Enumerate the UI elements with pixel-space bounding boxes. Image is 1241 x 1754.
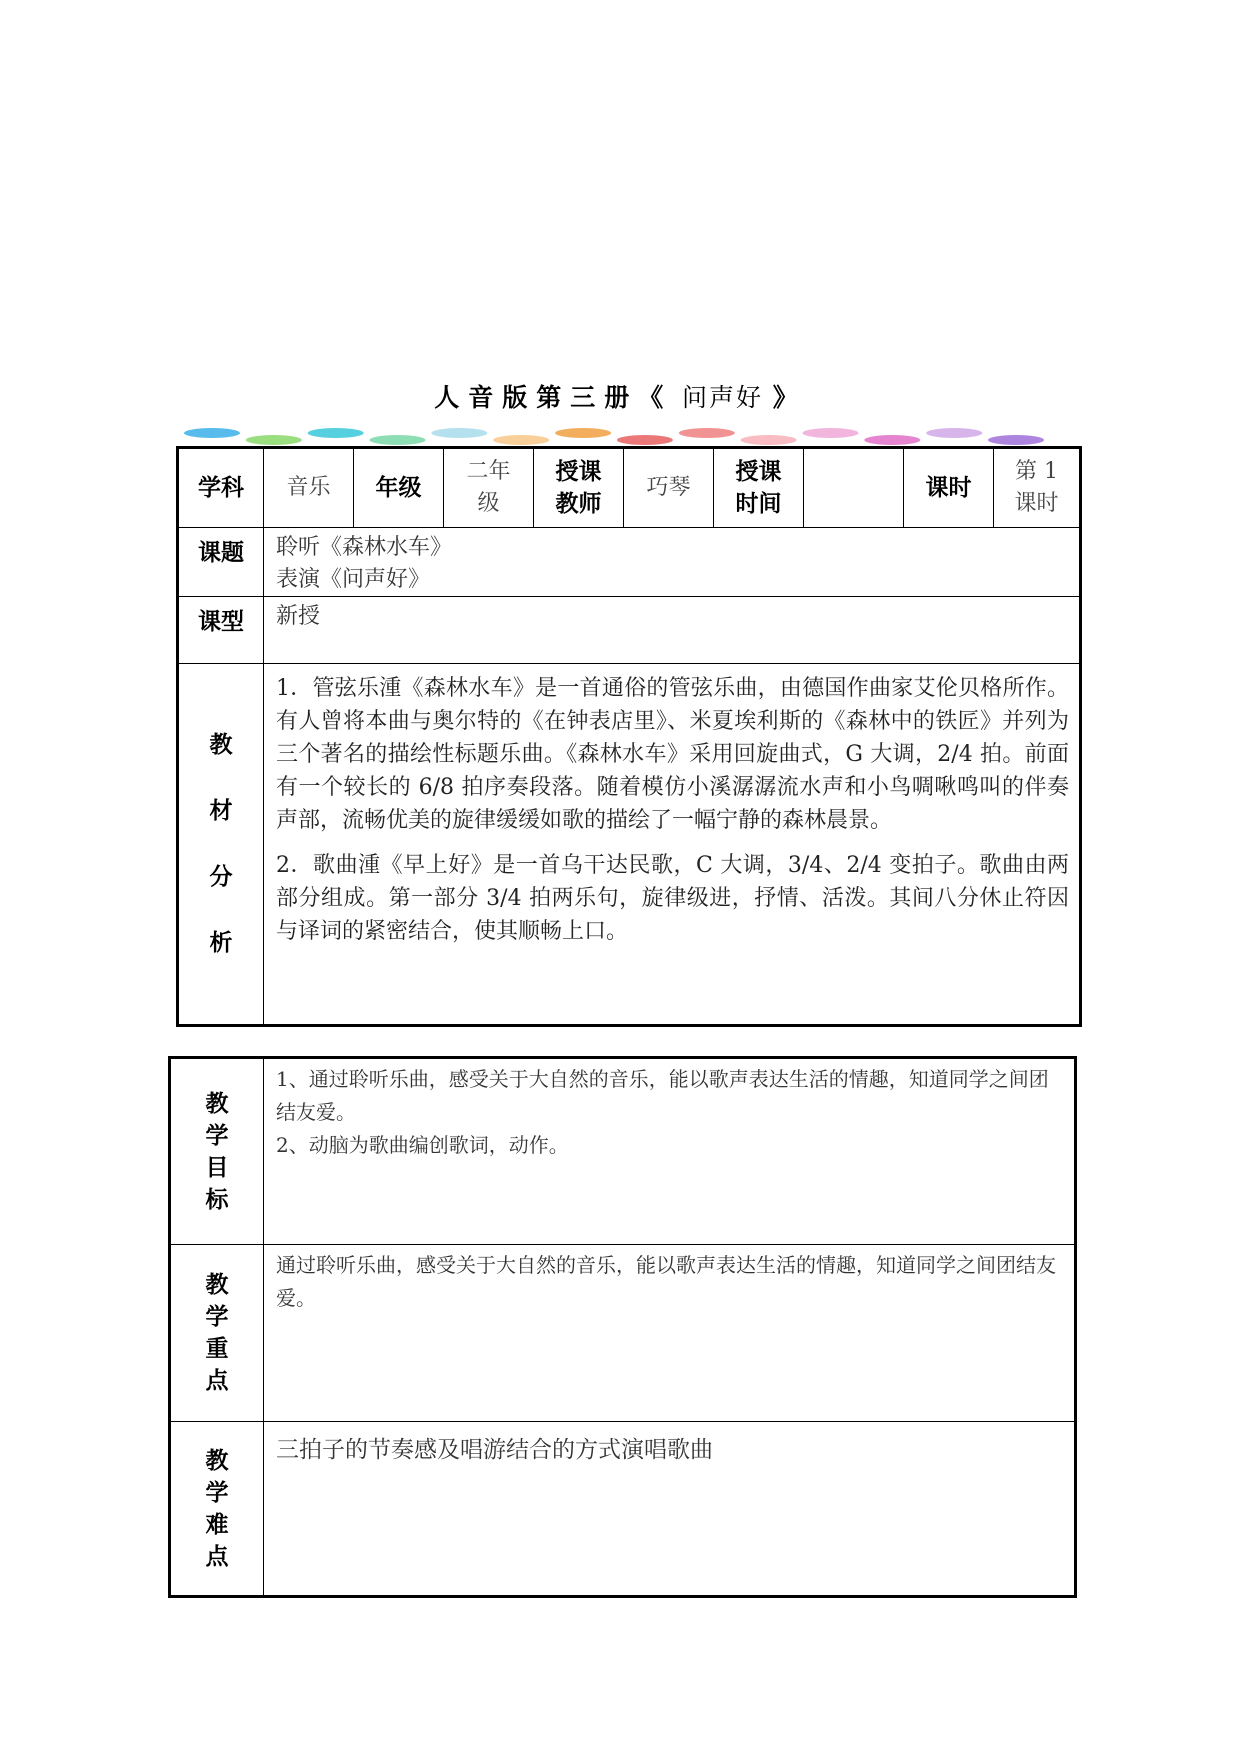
decoration-dot bbox=[308, 428, 364, 438]
lesson-info-table bbox=[176, 446, 1082, 1027]
subject-label: 学科 bbox=[178, 448, 264, 528]
period-label: 课时 bbox=[904, 448, 994, 528]
decoration-dot bbox=[679, 428, 735, 438]
difficulties-text: 三拍子的节奏感及唱游结合的方式演唱歌曲 bbox=[264, 1422, 1076, 1597]
decoration-dot bbox=[555, 428, 611, 438]
decoration-dot bbox=[184, 428, 240, 438]
decoration-dot bbox=[246, 435, 302, 445]
title-close: 》 bbox=[772, 383, 807, 412]
decoration-dot bbox=[370, 435, 426, 445]
time-label: 授课 时间 bbox=[714, 448, 804, 528]
analysis-label: 教 材 分 析 bbox=[178, 664, 264, 1026]
grade-value: 二年 级 bbox=[444, 448, 534, 528]
difficulties-label: 教 学 难 点 bbox=[170, 1422, 264, 1597]
decoration-dot bbox=[864, 435, 920, 445]
decoration-dot bbox=[803, 428, 859, 438]
topic-label: 课题 bbox=[178, 528, 264, 597]
analysis-paragraph-1: 1．管弦乐湩《森林水车》是一首通俗的管弦乐曲，由德国作曲家艾伦贝格所作。有人曾将本曲与奥尔特的《在钟表店里》、米夏埃利斯的《森林中的铁匠》并列为三个著名的描绘性标题乐曲。《森林水车》采用回旋曲式，G 大调，2/4 拍。前面有一个较长的 6/8 拍序奏段落。随着模仿小溪潺潺流水声和小鸟啁啾鸣叫的伴奏声部，流畅优美的旋律缓缓如歌的描绘了一幅宁静的森林晨景。 bbox=[276, 676, 1069, 833]
page-title bbox=[0, 378, 1241, 422]
goal-item: 1、通过聆听乐曲，感受关于大自然的音乐，能以歌声表达生活的情趣，知道同学之间团结友爱。 bbox=[276, 1067, 1049, 1124]
grade-label: 年级 bbox=[354, 448, 444, 528]
analysis-paragraph-2: 2．歌曲湩《早上好》是一首乌干达民歌，C 大调，3/4、2/4 变拍子。歌曲由两部分组成。第一部分 3/4 拍两乐句，旋律级进，抒情、活泼。其间八分休止符因与译词的紧密结合，使其顺畅上口。 bbox=[276, 853, 1069, 944]
topic-value: 聆听《森林水车》 表演《问声好》 bbox=[264, 528, 1081, 597]
title-song: 问声好 bbox=[681, 383, 763, 412]
key-points-text: 通过聆听乐曲，感受关于大自然的音乐，能以歌声表达生活的情趣，知道同学之间团结友爱。 bbox=[264, 1245, 1076, 1422]
type-value: 新授 bbox=[264, 597, 1081, 664]
decoration-dot bbox=[493, 435, 549, 445]
goals-label: 教 学 目 标 bbox=[170, 1058, 264, 1245]
decoration-dot bbox=[741, 435, 797, 445]
analysis-text bbox=[264, 664, 1081, 1026]
decoration-dot bbox=[431, 428, 487, 438]
goal-item: 2、动脑为歌曲编创歌词，动作。 bbox=[276, 1133, 569, 1157]
teaching-goals-table bbox=[168, 1056, 1077, 1598]
subject-value: 音乐 bbox=[264, 448, 354, 528]
goals-text bbox=[264, 1058, 1076, 1245]
time-value bbox=[804, 448, 904, 528]
decoration-dot bbox=[926, 428, 982, 438]
teacher-value: 巧琴 bbox=[624, 448, 714, 528]
key-points-label: 教 学 重 点 bbox=[170, 1245, 264, 1422]
title-book: 人音版第三册《 bbox=[434, 383, 673, 412]
decoration-dot bbox=[617, 435, 673, 445]
type-label: 课型 bbox=[178, 597, 264, 664]
teacher-label: 授课 教师 bbox=[534, 448, 624, 528]
decoration-dot bbox=[988, 435, 1044, 445]
period-value: 第 1 课时 bbox=[994, 448, 1081, 528]
